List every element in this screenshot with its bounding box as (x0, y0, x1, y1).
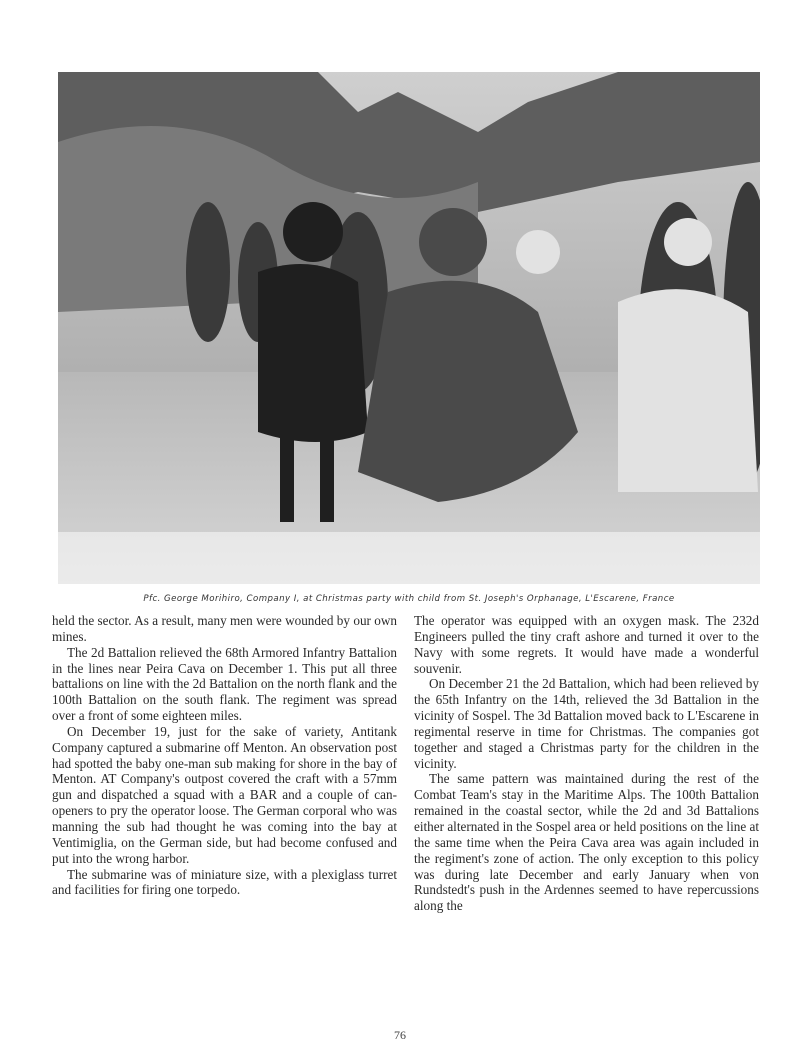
paragraph: The 2d Battalion relieved the 68th Armored Infantry Battalion in the lines near Peira Cava on December 1. This put all three battalions on line with the 2d Battalion on the north flank and the 100th Battalion on the south flank. The regiment was spread over a front of some eighteen miles. (52, 644, 397, 724)
paragraph: The same pattern was maintained during the rest of the Combat Team's stay in the Maritime Alps. The 100th Battalion remained in the coastal sector, while the 2d and 3d Battalions either alternated in the Sospel area or held positions on the line at the same time when the Peira Cava area was again included in the regiment's zone of action. The only exception to this policy was during late December and early January when von Rundstedt's push in the Ardennes seemed to have repercussions along the (414, 771, 759, 914)
left-column (52, 613, 397, 898)
photo-image (58, 72, 760, 584)
paragraph: The operator was equipped with an oxygen mask. The 232d Engineers pulled the tiny craft ashore and turned it over to the Navy with some regrets. It would have made a wonderful souvenir. (414, 613, 759, 676)
paragraph: held the sector. As a result, many men were wounded by our own mines. (52, 613, 397, 644)
photograph (58, 72, 760, 584)
page-number: 76 (394, 1028, 406, 1042)
right-column (414, 613, 759, 914)
paragraph: On December 21 the 2d Battalion, which had been relieved by the 65th Infantry on the 14th, relieved the 3d Battalion in the vicinity of Sospel. The 3d Battalion moved back to L'Escarene in regimental reserve in time for Christmas. The companies got together and staged a Christmas party for the children in the vicinity. (414, 676, 759, 771)
photo-caption: Pfc. George Morihiro, Company I, at Christmas party with child from St. Joseph's Orphanage, L'Escarene, France (143, 594, 675, 604)
paragraph: The submarine was of miniature size, with a plexiglass turret and facilities for firing one torpedo. (52, 866, 397, 898)
paragraph: On December 19, just for the sake of variety, Antitank Company captured a submarine off Menton. An observation post had spotted the baby one-man sub making for shore in the bay of Menton. AT Company's outpost covered the craft with a 57mm gun and dispatched a squad with a BAR and a couple of can-openers to pry the operator loose. The German corporal who was manning the sub had thought he was coming into the bay at Ventimiglia, on the German side, but had become confused and put into the wrong harbor. (52, 723, 397, 866)
